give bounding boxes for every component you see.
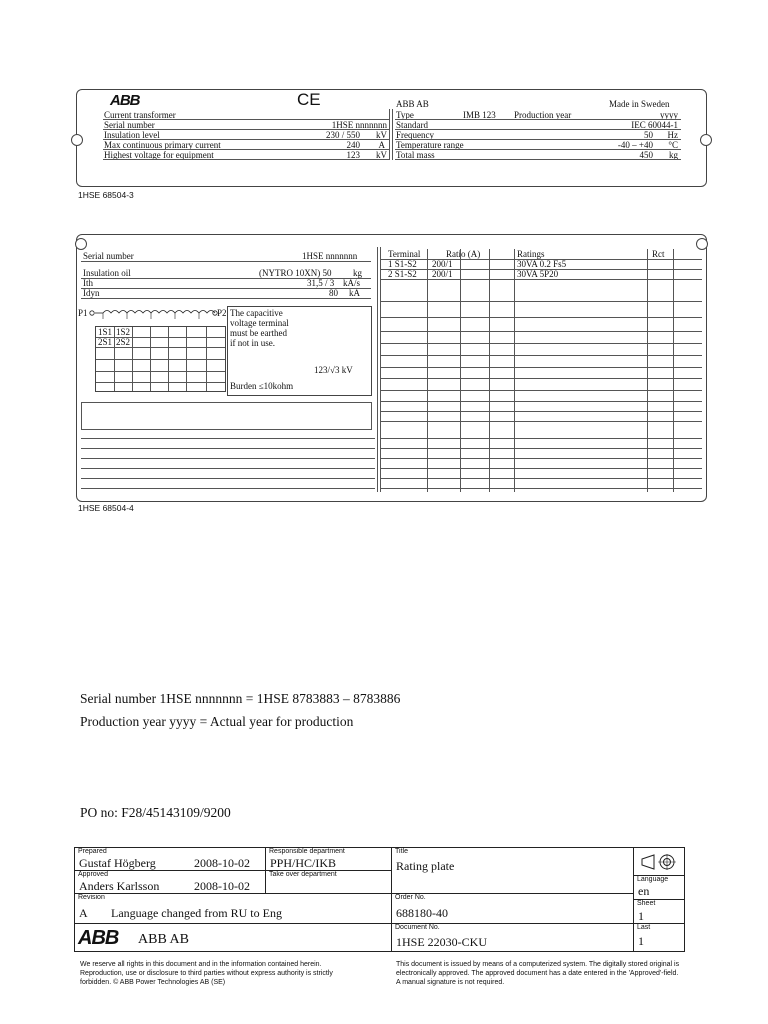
p2-label: P2 xyxy=(217,308,227,318)
title-label: Title xyxy=(395,848,408,855)
core-terminal: 2 S1-S2 xyxy=(388,269,417,279)
sheet-label: Sheet xyxy=(637,900,656,907)
cap-note-line-3: must be earthed xyxy=(230,328,287,338)
core-terminal: 1 S1-S2 xyxy=(388,259,417,269)
document-title: Rating plate xyxy=(396,859,455,873)
last-value: 1 xyxy=(638,934,644,948)
type-value: IMB 123 xyxy=(463,110,496,120)
responsible-dept: PPH/HC/IKB xyxy=(270,856,337,870)
takeover-dept-label: Take over department xyxy=(269,871,337,878)
rating-plate-2 xyxy=(76,234,707,502)
plate2-caption: 1HSE 68504-4 xyxy=(78,503,134,513)
document-number: 1HSE 22030-CKU xyxy=(396,935,488,949)
row-unit: kV xyxy=(376,150,387,160)
oil-value: (NYTRO 10XN) 50 xyxy=(259,268,332,278)
row-unit: Hz xyxy=(667,130,678,140)
abb-logo: ABB xyxy=(110,92,140,109)
primary-winding-symbol xyxy=(89,308,219,322)
language-cell xyxy=(634,876,685,900)
serial-label: Serial number xyxy=(83,251,134,261)
header-terminal: Terminal xyxy=(388,249,421,259)
header-ratio: Ratio (A) xyxy=(446,249,481,259)
row-label: Highest voltage for equipment xyxy=(104,150,214,160)
row-value: -40 – +40 xyxy=(617,140,653,150)
projection-symbol-icon xyxy=(640,853,678,871)
row-label: Max continuous primary current xyxy=(104,140,221,150)
prepared-date: 2008-10-02 xyxy=(194,856,250,870)
row-value: 1HSE nnnnnnn xyxy=(331,120,387,130)
core-ratio: 200/1 xyxy=(432,269,453,279)
title-cell xyxy=(392,848,634,894)
year-placeholder: yyyy xyxy=(660,110,678,120)
row-unit: A xyxy=(378,140,385,150)
serial-number-note: Serial number 1HSE nnnnnnn = 1HSE 8783883 – 8783886 xyxy=(80,691,401,706)
approved-date: 2008-10-02 xyxy=(194,879,250,893)
oil-unit: kg xyxy=(353,268,362,278)
row-value: 230 / 550 xyxy=(325,130,360,140)
title-block xyxy=(74,847,685,952)
row-label: Serial number xyxy=(104,120,155,130)
last-label: Last xyxy=(637,924,651,931)
revision-value: A xyxy=(79,906,88,920)
takeover-dept-cell xyxy=(266,871,392,894)
company-name: ABB AB xyxy=(138,932,189,947)
revision-cell xyxy=(75,894,392,924)
row-label: Standard xyxy=(396,120,428,130)
sheet-value: 1 xyxy=(638,909,644,923)
cap-voltage: 123/√3 kV xyxy=(314,365,353,375)
idyn-label: Idyn xyxy=(83,288,100,298)
abb-logo: ABB xyxy=(78,927,119,949)
cap-note-line-4: if not in use. xyxy=(230,338,275,348)
document-no-cell xyxy=(392,924,634,952)
row-unit: kV xyxy=(376,130,387,140)
approval-disclaimer: This document is issued by means of a computerized system. The digitally stored original is electronically approved. The approved document has a date entered in the 'Approved'-field. A manual signature is not required. xyxy=(396,961,680,986)
oil-label: Insulation oil xyxy=(83,268,131,278)
prepared-name: Gustaf Högberg xyxy=(79,856,156,870)
prepared-label: Prepared xyxy=(78,848,107,855)
document-no-label: Document No. xyxy=(395,924,440,931)
order-label: Order No. xyxy=(395,894,426,901)
responsible-dept-label: Responsible department xyxy=(269,848,345,855)
order-cell xyxy=(392,894,634,924)
rights-disclaimer: We reserve all rights in this document and in the information contained herein. Reproduction, use or disclosure to third parties without express authority is strictly forbidden. © ABB Power Technologies AB (SE) xyxy=(80,961,333,986)
terminal-2s1: 2S1 xyxy=(98,337,113,347)
mounting-hole-right xyxy=(696,238,708,250)
company-cell xyxy=(75,924,392,952)
terminal-1s2: 1S2 xyxy=(116,327,131,337)
po-number: PO no: F28/45143109/9200 xyxy=(80,805,231,820)
made-in: Made in Sweden xyxy=(609,99,670,109)
rating-plate-1 xyxy=(76,89,707,187)
core-row-1 xyxy=(388,259,688,269)
sheet-cell xyxy=(634,900,685,924)
row-label: Insulation level xyxy=(104,130,160,140)
row-label: Current transformer xyxy=(104,110,176,120)
terminal-2s2: 2S2 xyxy=(116,337,131,347)
row-label: Frequency xyxy=(396,130,434,140)
row-value: 450 xyxy=(639,150,653,160)
mounting-hole-left xyxy=(71,134,83,146)
terminal-1s1: 1S1 xyxy=(98,327,113,337)
row-unit: kg xyxy=(669,150,678,160)
idyn-unit: kA xyxy=(349,288,360,298)
core-ratio: 200/1 xyxy=(432,259,453,269)
row-value: 240 xyxy=(346,140,360,150)
ith-unit: kA/s xyxy=(343,278,361,288)
order-number: 688180-40 xyxy=(396,906,448,920)
burden: Burden ≤10kohm xyxy=(230,381,294,391)
plate1-caption: 1HSE 68504-3 xyxy=(78,190,134,200)
approved-label: Approved xyxy=(78,871,108,878)
projection-symbol-cell xyxy=(634,848,685,876)
ith-value: 31,5 / 3 xyxy=(307,278,335,288)
capacitive-terminal-box xyxy=(227,306,372,396)
mounting-hole-left xyxy=(75,238,87,250)
ith-label: Ith xyxy=(83,278,93,288)
production-year-label: Production year xyxy=(514,110,572,120)
language-value: en xyxy=(638,884,650,898)
idyn-value: 80 xyxy=(329,288,338,298)
core-ratings: 30VA 0.2 Fs5 xyxy=(517,259,567,269)
row-label: Temperature range xyxy=(396,140,464,150)
p1-label: P1 xyxy=(78,308,88,318)
row-value: 123 xyxy=(346,150,360,160)
serial-value: 1HSE nnnnnnn xyxy=(302,251,358,261)
cap-note-line-1: The capacitive xyxy=(230,308,283,318)
prepared-cell xyxy=(75,848,266,871)
core-row-2 xyxy=(388,269,688,279)
revision-text: Language changed from RU to Eng xyxy=(111,906,282,920)
row-unit: °C xyxy=(668,140,678,150)
language-label: Language xyxy=(637,876,669,883)
mounting-hole-right xyxy=(700,134,712,146)
company-name: ABB AB xyxy=(396,99,429,109)
header-rct: Rct xyxy=(652,249,665,259)
row-label: Total mass xyxy=(396,150,435,160)
type-label: Type xyxy=(396,110,414,120)
row-value: 50 xyxy=(644,130,653,140)
last-cell xyxy=(634,924,685,952)
approved-name: Anders Karlsson xyxy=(79,879,160,893)
row-value: IEC 60044-1 xyxy=(631,120,678,130)
ce-mark: CE xyxy=(297,90,321,109)
cap-note-line-2: voltage terminal xyxy=(230,318,289,328)
blank-box xyxy=(81,402,372,430)
header-ratings: Ratings xyxy=(517,249,545,259)
revision-label: Revision xyxy=(78,894,105,901)
production-year-note: Production year yyyy = Actual year for production xyxy=(80,714,354,729)
core-ratings: 30VA 5P20 xyxy=(517,269,559,279)
responsible-dept-cell xyxy=(266,848,392,871)
secondary-terminal-grid xyxy=(95,326,226,392)
approved-cell xyxy=(75,871,266,894)
